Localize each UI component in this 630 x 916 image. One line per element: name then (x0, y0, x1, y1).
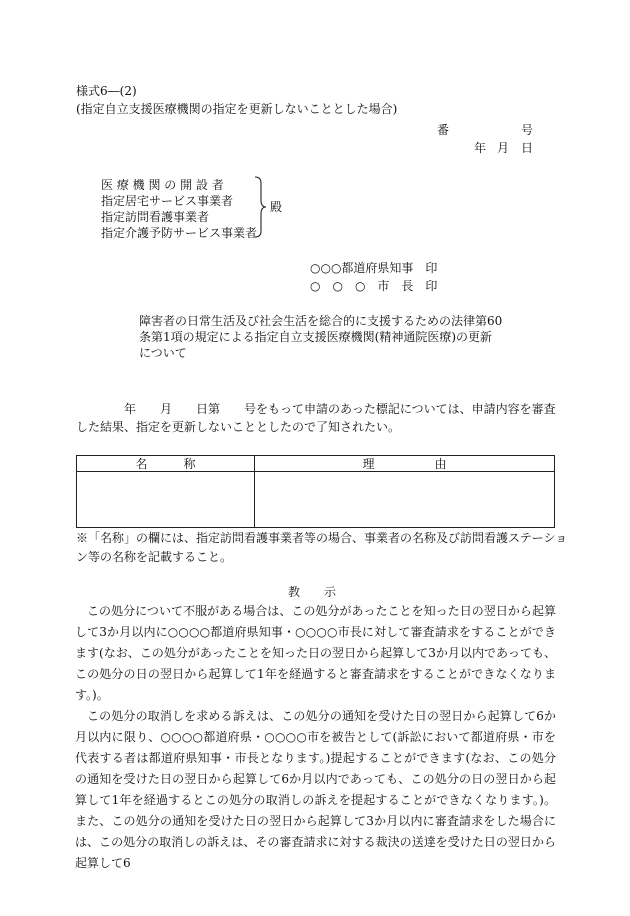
column-header-reason: 理 由 (255, 456, 555, 472)
name-reason-table (76, 455, 555, 528)
number-label-go: 号 (521, 123, 534, 137)
instruction-title: 教 示 (288, 585, 337, 599)
addressee-line: 指定介護予防サービス事業者 (101, 226, 258, 240)
curly-brace-icon (253, 176, 267, 238)
subject-line: 障害者の日常生活及び社会生活を総合的に支援するための法律第60 (139, 314, 503, 328)
form-subtitle: (指定自立支援医療機関の指定を更新しないこととした場合) (76, 102, 398, 116)
form-number: 様式6―(2) (76, 84, 137, 98)
subject-line: について (139, 346, 187, 360)
cell-name (77, 472, 255, 528)
date-year: 年 (474, 141, 487, 155)
column-header-name: 名 称 (77, 456, 255, 472)
date-month: 月 (497, 141, 510, 155)
instruction-paragraph: この処分の取消しを求める訴えは、この処分の通知を受けた日の翌日から起算して6か月以内に限り、○○○○都道府県・○○○○市を被告として(訴訟において都道府県・市を代表する者は都道府県知事・市長となります。)提起することができます(なお、この処分の通知を受けた日の翌日から起算して6か月以内であっても、この処分の日の翌日から起算して1年を経過するとこの処分の取消しの訴えを提起することができなくなります。)。また、この処分の通知を受けた日の翌日から起算して3か月以内に審査請求をした場合には、この処分の取消しの訴えは、その審査請求に対する裁決の送達を受けた日の翌日から起算して6 (75, 709, 556, 870)
note-line: ※「名称」の欄には、指定訪問看護事業者等の場合、事業者の名称及び訪問看護ステーショ (76, 531, 568, 545)
number-label-ban: 番 (437, 123, 450, 137)
honorific: 殿 (270, 200, 283, 214)
subject-line: 条第1項の規定による指定自立支援医療機関(精神通院医療)の更新 (139, 330, 493, 344)
date-day: 日 (521, 141, 534, 155)
body-line: した結果、指定を更新しないこととしたので了知されたい。 (76, 420, 401, 434)
instruction-paragraph: この処分について不服がある場合は、この処分があったことを知った日の翌日から起算して3か月以内に○○○○都道府県知事・○○○○市長に対して審査請求をすることができます(なお、この処分があったことを知った日の翌日から起算して3か月以内であっても、この処分の日の翌日から起算して1年を経過すると審査請求をすることができなくなります。)。 (75, 604, 556, 702)
cell-reason (255, 472, 555, 528)
addressee-line: 指定居宅サービス事業者 (101, 194, 234, 208)
addressee-line: 指定訪問看護事業者 (101, 210, 210, 224)
body-line: 年 月 日第 号をもって申請のあった標記については、申請内容を審査 (124, 402, 556, 416)
addressee-line: 医 療 機 関 の 開 設 者 (101, 178, 224, 192)
sender-mayor: ○ ○ ○ 市 長 印 (310, 279, 438, 293)
sender-governor: ○○○都道府県知事 印 (310, 261, 438, 275)
note-line: ン等の名称を記載すること。 (76, 550, 233, 564)
